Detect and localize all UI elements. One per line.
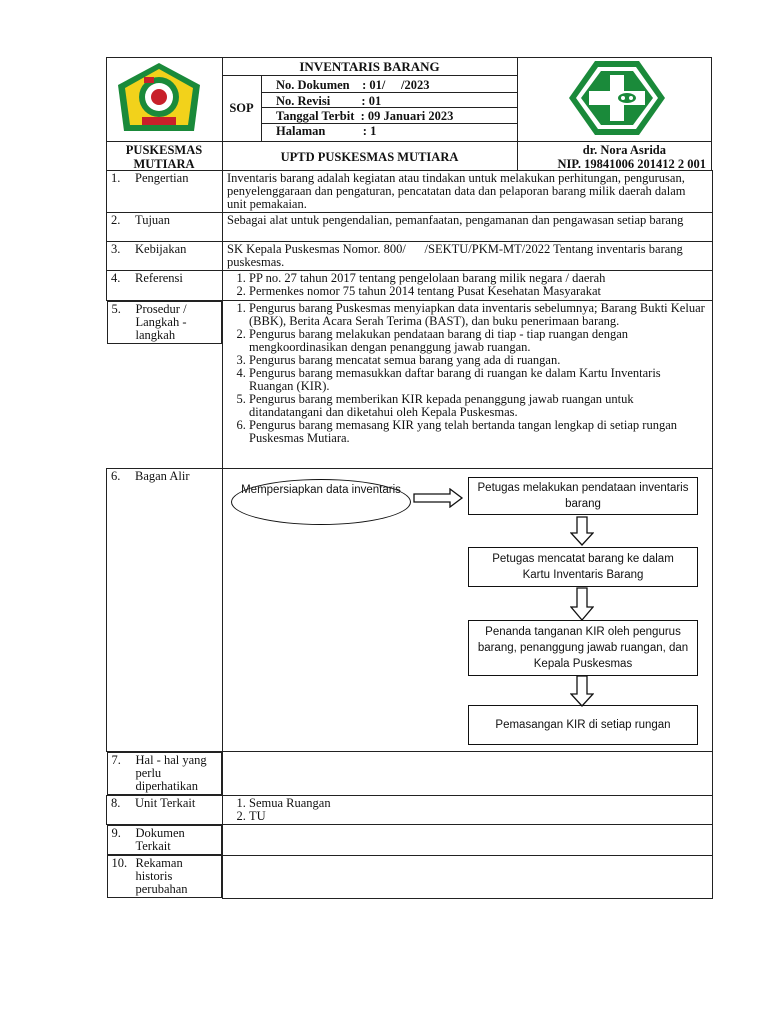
signer-name: dr. Nora Asrida xyxy=(582,143,666,157)
puskesmas-logo xyxy=(114,61,204,137)
arrow-down-icon xyxy=(570,587,594,621)
sop-header xyxy=(106,57,712,171)
table-row: 5. Prosedur / Langkah - langkah 1. Pengurus barang Puskesmas menyiapkan data inventaris sebelumnya; Barang Bukti Keluar (BBK), Berita Acara Serah Terima (BAST), dan buku penerimaan barang. 2. Pengurus barang melakukan pendataan barang di tiap - tiap ruangan dengan mengkoordinasikan dengan penanggung jawab ruangan. 3. Pengurus barang mencatat semua barang yang ada di ruangan. 4. Pengurus barang memasukkan daftar barang di ruangan ke dalam Kartu Inventaris Ruangan (KIR). 5. Pengurus barang memberikan KIR kepada penanggung jawab ruangan untuk ditandatangani dan diketahui oleh Kepala Puskesmas. 6. Pengurus barang memasang KIR yang telah bertanda tangan lengkap di setiap rungan Puskesmas Mutiara. xyxy=(107,301,713,469)
policy-text: SK Kepala Puskesmas Nomor. 800/ /SEKTU/PKM-MT/2022 Tentang inventaris barang puskesmas. xyxy=(223,242,713,271)
reference-list xyxy=(223,271,713,301)
table-row: 3. Kebijakan SK Kepala Puskesmas Nomor. 800/ /SEKTU/PKM-MT/2022 Tentang inventaris barang puskesmas. xyxy=(107,242,713,271)
flow-step-4: Pemasangan KIR di setiap rungan xyxy=(468,705,698,745)
table-row: 6. Bagan Alir xyxy=(107,469,713,752)
flow-step-2: Petugas mencatat barang ke dalam Kartu Inventaris Barang xyxy=(468,547,698,587)
sop-document xyxy=(106,57,712,895)
document-title: INVENTARIS BARANG xyxy=(299,59,440,74)
table-row: 4. Referensi 1. PP no. 27 tahun 2017 tentang pengelolaan barang milik negara / daerah 2. Permenkes nomor 75 tahun 2014 tentang Pusat Kesehatan Masyarakat xyxy=(107,271,713,301)
sop-body-table xyxy=(106,170,713,899)
health-cross-logo xyxy=(567,59,667,137)
table-row: 7. Hal - hal yang perlu diperhatikan xyxy=(107,752,713,796)
list-item: 2. TU xyxy=(249,810,708,823)
list-item: 3. Pengurus barang mencatat semua barang yang ada di ruangan. xyxy=(249,354,708,367)
arrow-down-icon xyxy=(570,516,594,546)
procedure-list xyxy=(223,301,713,469)
signer-block xyxy=(517,143,712,171)
arrow-right-icon xyxy=(412,488,464,508)
signer-nip: NIP. 19841006 201412 2 001 xyxy=(557,157,706,171)
list-item: 5. Pengurus barang memberikan KIR kepada penanggung jawab ruangan untuk ditandatangani dan diketahui oleh Kepala Puskesmas. xyxy=(249,393,708,419)
list-item: 4. Pengurus barang memasukkan daftar barang di ruangan ke dalam Kartu Inventaris Ruangan (KIR). xyxy=(249,367,708,393)
flow-step-3: Penanda tanganan KIR oleh pengurus barang, penanggung jawab ruangan, dan Kepala Puskesmas xyxy=(468,620,698,676)
publish-date: Tanggal Terbit : 09 Januari 2023 xyxy=(276,109,454,123)
unit-list xyxy=(223,796,713,825)
sop-label: SOP xyxy=(229,101,254,115)
document-number: No. Dokumen : 01/ /2023 xyxy=(276,78,430,92)
definition-text: Inventaris barang adalah kegiatan atau tindakan untuk melakukan perhitungan, pengurusan, penyelenggaraan dan pengaturan, pencatatan data dan pelaporan barang milik daerah dalam unit pemakaian. xyxy=(223,171,713,213)
list-item: 2. Permenkes nomor 75 tahun 2014 tentang Pusat Kesehatan Masyarakat xyxy=(249,285,708,298)
list-item: 1. PP no. 27 tahun 2017 tentang pengelolaan barang milik negara / daerah xyxy=(249,272,708,285)
list-item: 1. Pengurus barang Puskesmas menyiapkan data inventaris sebelumnya; Barang Bukti Keluar (BBK), Berita Acara Serah Terima (BAST), dan buku penerimaan barang. xyxy=(249,302,708,328)
table-row: 10. Rekaman historis perubahan xyxy=(107,855,713,898)
page-number: Halaman : 1 xyxy=(276,124,377,138)
purpose-text: Sebagai alat untuk pengendalian, pemanfaatan, pengamanan dan pengawasan setiap barang xyxy=(223,213,713,242)
list-item: 6. Pengurus barang memasang KIR yang telah bertanda tangan lengkap di setiap rungan Puskesmas Mutiara. xyxy=(249,419,708,445)
list-item: 1. Semua Ruangan xyxy=(249,797,708,810)
revision-number: No. Revisi : 01 xyxy=(276,94,382,108)
table-row: 8. Unit Terkait 1. Semua Ruangan 2. TU xyxy=(107,796,713,825)
flow-start-oval: Mempersiapkan data inventaris xyxy=(231,479,411,525)
table-row: 2. Tujuan Sebagai alat untuk pengendalian, pemanfaatan, pengamanan dan pengawasan setiap barang xyxy=(107,213,713,242)
unit-name: UPTD PUSKESMAS MUTIARA xyxy=(280,150,459,164)
list-item: 2. Pengurus barang melakukan pendataan barang di tiap - tiap ruangan dengan mengkoordinasikan dengan penanggung jawab ruangan. xyxy=(249,328,708,354)
flow-step-1: Petugas melakukan pendataan inventaris barang xyxy=(468,477,698,515)
org-name: PUSKESMAS MUTIARA xyxy=(125,143,203,171)
arrow-down-icon xyxy=(570,675,594,707)
table-row: 1. Pengertian Inventaris barang adalah kegiatan atau tindakan untuk melakukan perhitungan, pengurusan, penyelenggaraan dan pengaturan, pencatatan data dan pelaporan barang milik daerah dalam unit pemakaian. xyxy=(107,171,713,213)
table-row: 9. Dokumen Terkait xyxy=(107,825,713,856)
